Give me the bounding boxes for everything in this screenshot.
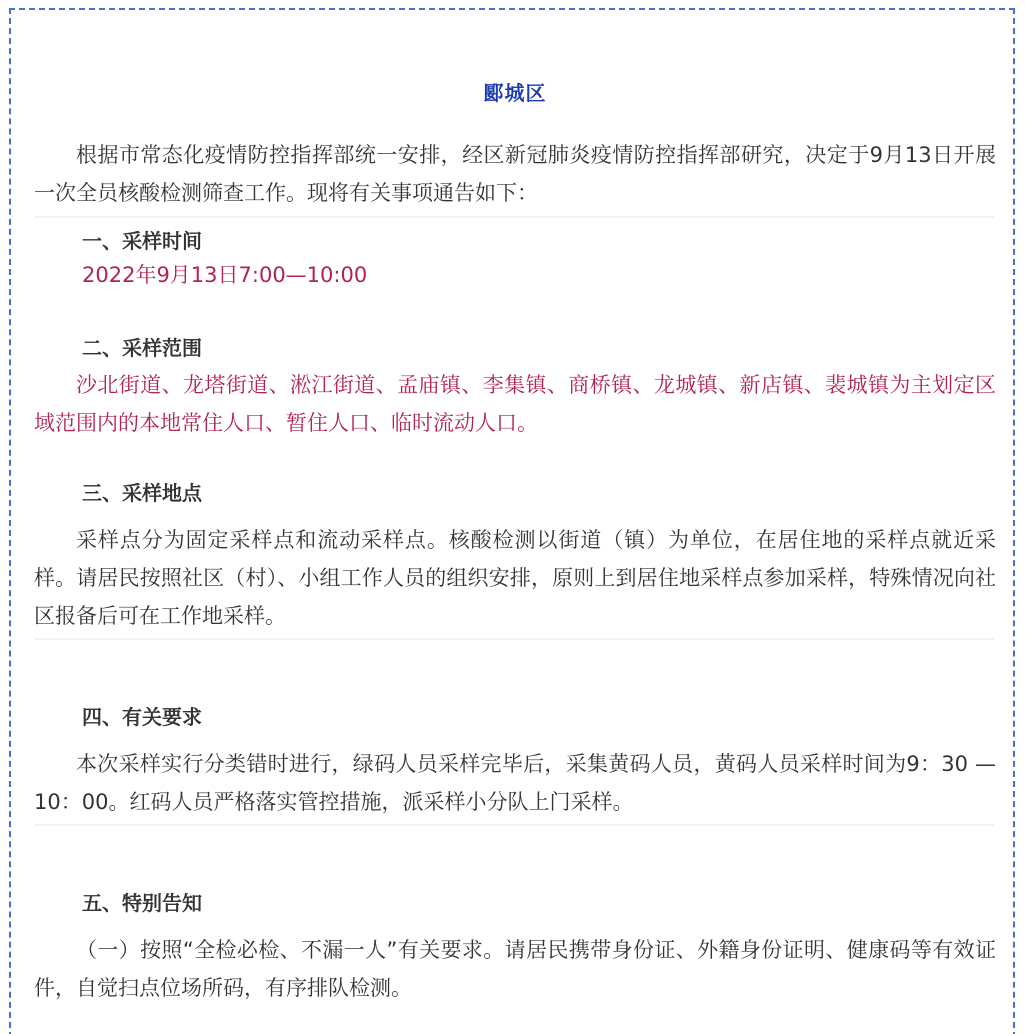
- sampling-location: 采样点分为固定采样点和流动采样点。核酸检测以街道（镇）为单位，在居住地的采样点就近采样。请居民按照社区（村）、小组工作人员的组织安排，原则上到居住地采样点参加采样，特殊情况向社区报备后可在工作地采样。: [34, 528, 996, 628]
- special-notice: （一）按照“全检必检、不漏一人”有关要求。请居民携带身份证、外籍身份证明、健康码等有效证件，自觉扫点位场所码，有序排队检测。: [34, 938, 996, 1000]
- intro-paragraph: 根据市常态化疫情防控指挥部统一安排，经区新冠肺炎疫情防控指挥部研究，决定于9月13日开展一次全员核酸检测筛查工作。现将有关事项通告如下：: [34, 143, 996, 205]
- section-divider: [34, 824, 994, 826]
- section2-heading: 二、采样范围: [82, 336, 202, 360]
- section5-heading: 五、特别告知: [82, 891, 202, 915]
- sampling-time: 2022年9月13日7:00—10:00: [82, 263, 368, 287]
- section3-heading: 三、采样地点: [82, 481, 202, 505]
- section-divider: [34, 638, 994, 640]
- section1-heading: 一、采样时间: [82, 229, 202, 253]
- sampling-scope: 沙北街道、龙塔街道、淞江街道、孟庙镇、李集镇、商桥镇、龙城镇、新店镇、裴城镇为主划定区域范围内的本地常住人口、暂住人口、临时流动人口。: [34, 373, 996, 435]
- section-divider: [34, 216, 994, 218]
- section4-heading: 四、有关要求: [82, 705, 202, 729]
- district-title: 郾城区: [483, 81, 547, 105]
- requirements: 本次采样实行分类错时进行，绿码人员采样完毕后，采集黄码人员，黄码人员采样时间为9：30 — 10：00。红码人员严格落实管控措施，派采样小分队上门采样。: [34, 752, 996, 814]
